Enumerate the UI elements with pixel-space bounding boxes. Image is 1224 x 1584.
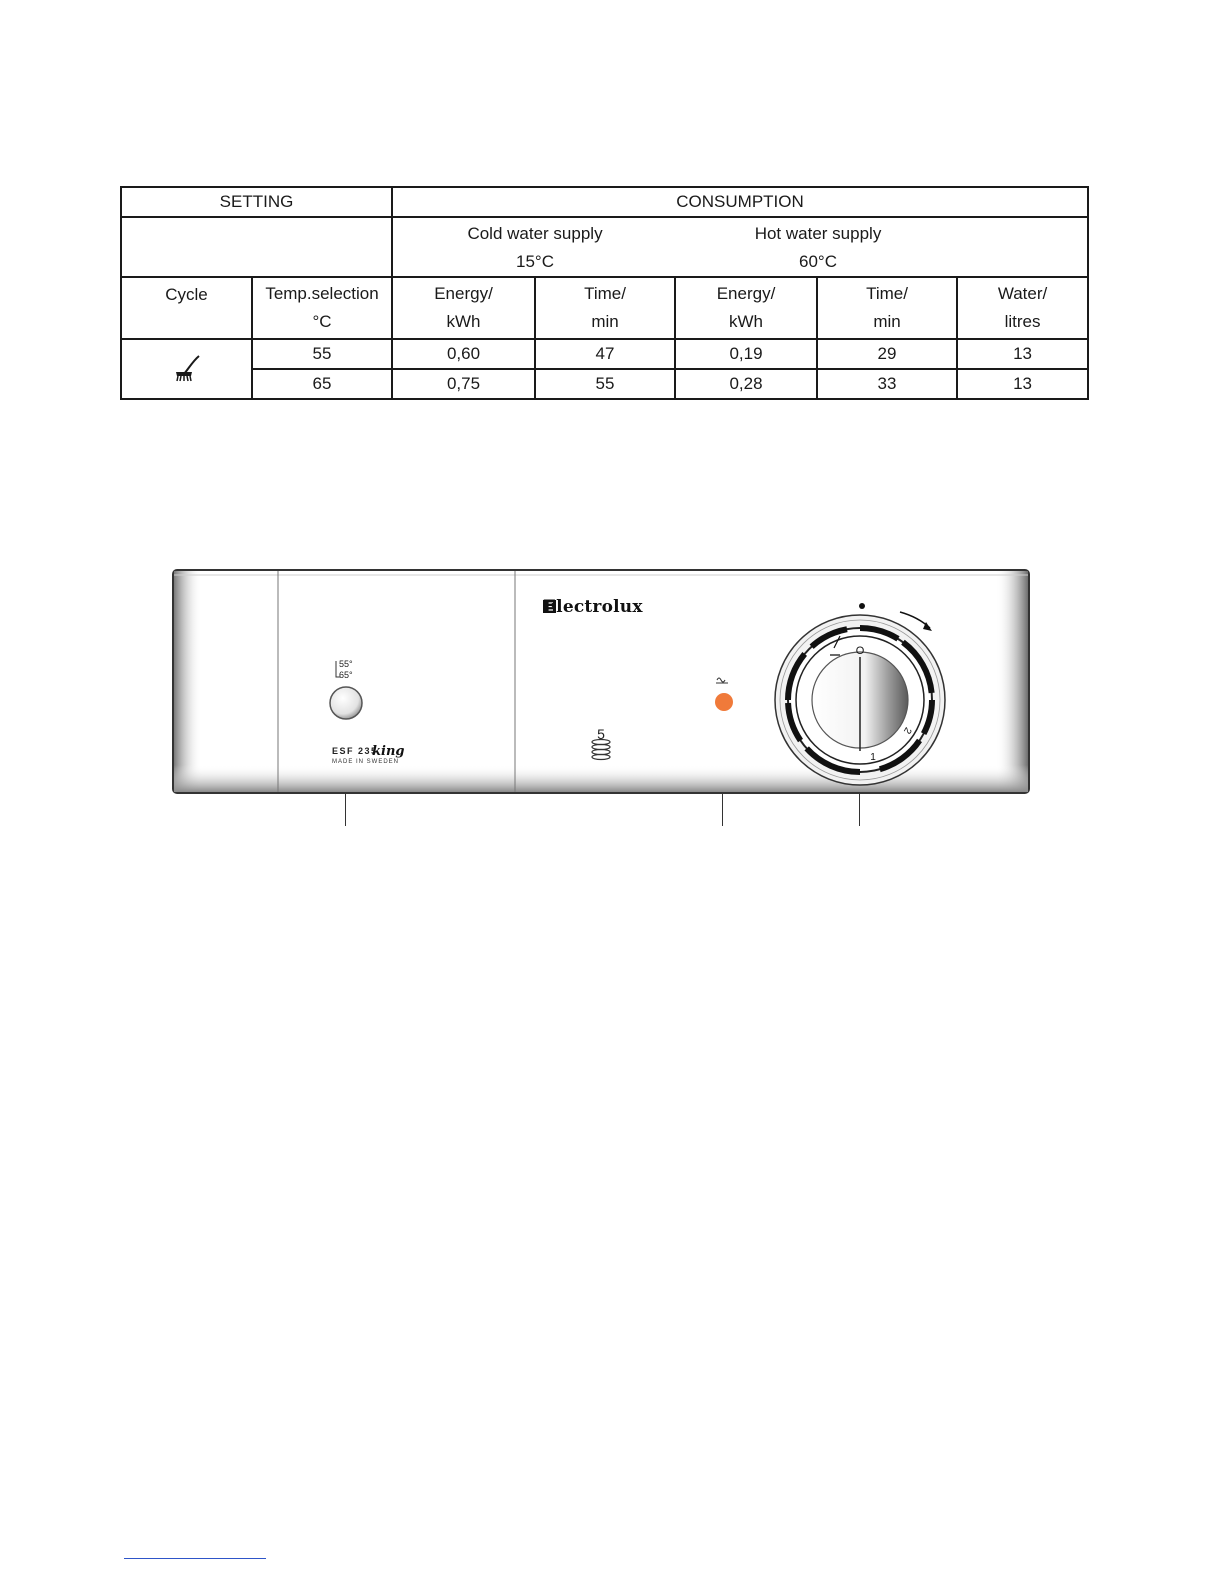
dishes-count: 5 [597,726,605,742]
row1-water: 13 [957,339,1088,369]
footer-rule [124,1558,266,1559]
col-energy-cold [392,277,535,339]
hot-supply-temp: 60°C [799,252,837,271]
col-water-line1: Water/ [997,284,1048,303]
sub-brand-logo: king [372,744,405,759]
col-energy-cold-line1: Energy/ [434,284,493,303]
table-row [121,339,1088,369]
col-time-cold-line1: Time/ [584,284,626,303]
col-water [957,277,1088,339]
consumption-table [120,186,1087,393]
table-row [121,369,1088,399]
row1-time-cold: 47 [535,339,675,369]
row2-time-hot: 33 [817,369,957,399]
col-temp [252,277,392,339]
brand-name: Electrolux [543,597,643,617]
col-time-hot-line2: min [873,312,901,331]
dial-marker-dot [859,603,865,609]
made-in-label: MADE IN SWEDEN [332,759,400,765]
row1-time-hot: 29 [817,339,957,369]
col-energy-hot-line2: kWh [729,312,764,331]
cold-supply-label: Cold water supply [467,224,603,243]
col-time-hot [817,277,957,339]
col-time-cold-line2: min [591,312,619,331]
program-dial[interactable] [775,615,945,785]
leader-line-indicator [722,794,723,826]
temperature-button[interactable] [330,687,362,719]
dial-position-2: 2 [901,725,914,736]
dial-position-off: O [855,645,865,657]
temp-option-55: 55° [339,659,353,669]
empty-cell [121,217,392,277]
leader-line-dial [859,794,860,826]
row1-temp: 55 [252,339,392,369]
row2-water: 13 [957,369,1088,399]
row2-time-cold: 55 [535,369,675,399]
col-cycle: Cycle [121,277,252,339]
row2-temp: 65 [252,369,392,399]
model-number [332,746,378,756]
model-text: ESF 235 [332,746,378,756]
cycle-cell [121,339,252,399]
row1-energy-cold: 0,60 [392,339,535,369]
dial-position-1: 1 [870,752,876,763]
hot-supply-label: Hot water supply [754,224,882,243]
row2-energy-cold: 0,75 [392,369,535,399]
row2-energy-hot: 0,28 [675,369,817,399]
col-time-hot-line1: Time/ [866,284,908,303]
row1-energy-hot: 0,19 [675,339,817,369]
col-energy-hot-line1: Energy/ [716,284,776,303]
brush-icon [171,354,203,384]
header-consumption: CONSUMPTION [392,187,1088,217]
col-energy-hot [675,277,817,339]
cold-supply-temp: 15°C [516,252,554,271]
header-setting: SETTING [121,187,392,217]
supply-header [392,217,1088,277]
leader-line-temp-button [345,794,346,826]
col-temp-line2: °C [312,312,332,331]
indicator-light [715,693,733,711]
col-time-cold [535,277,675,339]
col-temp-line1: Temp.selection [265,284,379,303]
col-energy-cold-line2: kWh [446,312,481,331]
col-water-line2: litres [1004,312,1041,331]
temp-option-65: 65° [339,670,353,680]
